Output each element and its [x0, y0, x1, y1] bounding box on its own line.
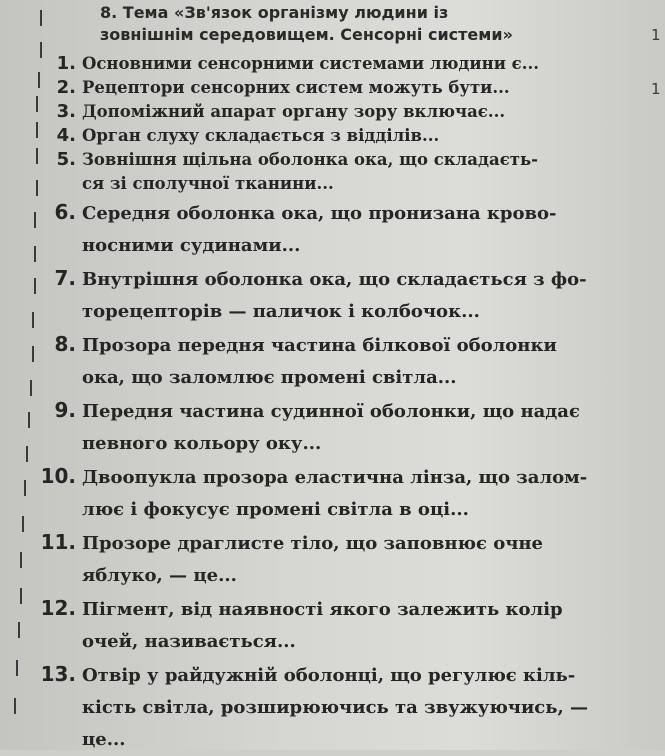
edge-number: 1 [651, 26, 661, 44]
item-text-cont: ся зі сполучної тканини... [82, 174, 334, 193]
list-item [30, 526, 642, 592]
item-number: 11. [40, 530, 76, 554]
item-number: 5. [56, 149, 76, 170]
item-text: Основними сенсорними системами людини є... [82, 54, 539, 73]
item-number: 8. [54, 332, 76, 356]
item-text-cont: кість світла, розширюючись та звужуючись, — [82, 697, 589, 718]
item-number: 13. [40, 662, 76, 686]
item-text-cont: це... [82, 729, 126, 750]
item-text: Прозора передня частина білкової оболонки [82, 335, 557, 356]
item-text: Рецептори сенсорних систем можуть бути... [82, 78, 510, 97]
item-text: Внутрішня оболонка ока, що складається з фо- [82, 269, 587, 290]
edge-number: 1 [651, 80, 661, 98]
list-item [30, 328, 642, 394]
list-item [30, 100, 642, 124]
list-item [30, 76, 642, 100]
item-number: 10. [40, 464, 76, 488]
item-number: 2. [56, 77, 76, 98]
section-heading [100, 2, 620, 46]
list-item [30, 262, 642, 328]
item-text-cont: лює і фокусує промені світла в оці... [82, 499, 469, 520]
list-item [30, 460, 642, 526]
item-text: Допоміжний апарат органу зору включає... [82, 102, 506, 121]
list-item [30, 658, 642, 756]
heading-line-2: зовнішнім середовищем. Сенсорні системи» [100, 25, 513, 44]
item-text-cont: певного кольору оку... [82, 433, 322, 454]
item-number: 4. [56, 125, 76, 146]
item-number: 12. [40, 596, 76, 620]
list-item [30, 52, 642, 76]
item-number: 3. [56, 101, 76, 122]
heading-line-1: 8. Тема «Зв'язок організму людини із [100, 3, 449, 22]
list-item [30, 196, 642, 262]
item-text: Передня частина судинної оболонки, що надає [82, 401, 580, 422]
item-text-cont: торецепторів — паличок і колбочок... [82, 301, 480, 322]
question-list [30, 52, 642, 756]
item-text: Пігмент, від наявності якого залежить колір [82, 599, 563, 620]
item-number: 7. [54, 266, 76, 290]
item-text-cont: носними судинами... [82, 235, 301, 256]
list-item [30, 124, 642, 148]
item-number: 9. [54, 398, 76, 422]
item-text: Двоопукла прозора еластична лінза, що залом- [82, 467, 588, 488]
list-item [30, 148, 642, 196]
item-text-cont: ока, що заломлює промені світла... [82, 367, 457, 388]
item-text: Отвір у райдужній оболонці, що регулює кіль- [82, 665, 576, 686]
list-item [30, 394, 642, 460]
item-text: Прозоре драглисте тіло, що заповнює очне [82, 533, 544, 554]
item-text: Зовнішня щільна оболонка ока, що складаєть- [82, 150, 539, 169]
list-item [30, 592, 642, 658]
item-text-cont: яблуко, — це... [82, 565, 237, 586]
item-text: Середня оболонка ока, що пронизана крово- [82, 203, 557, 224]
item-number: 6. [54, 200, 76, 224]
item-number: 1. [56, 53, 76, 74]
item-text: Орган слуху складається з відділів... [82, 126, 440, 145]
item-text-cont: очей, називається... [82, 631, 296, 652]
